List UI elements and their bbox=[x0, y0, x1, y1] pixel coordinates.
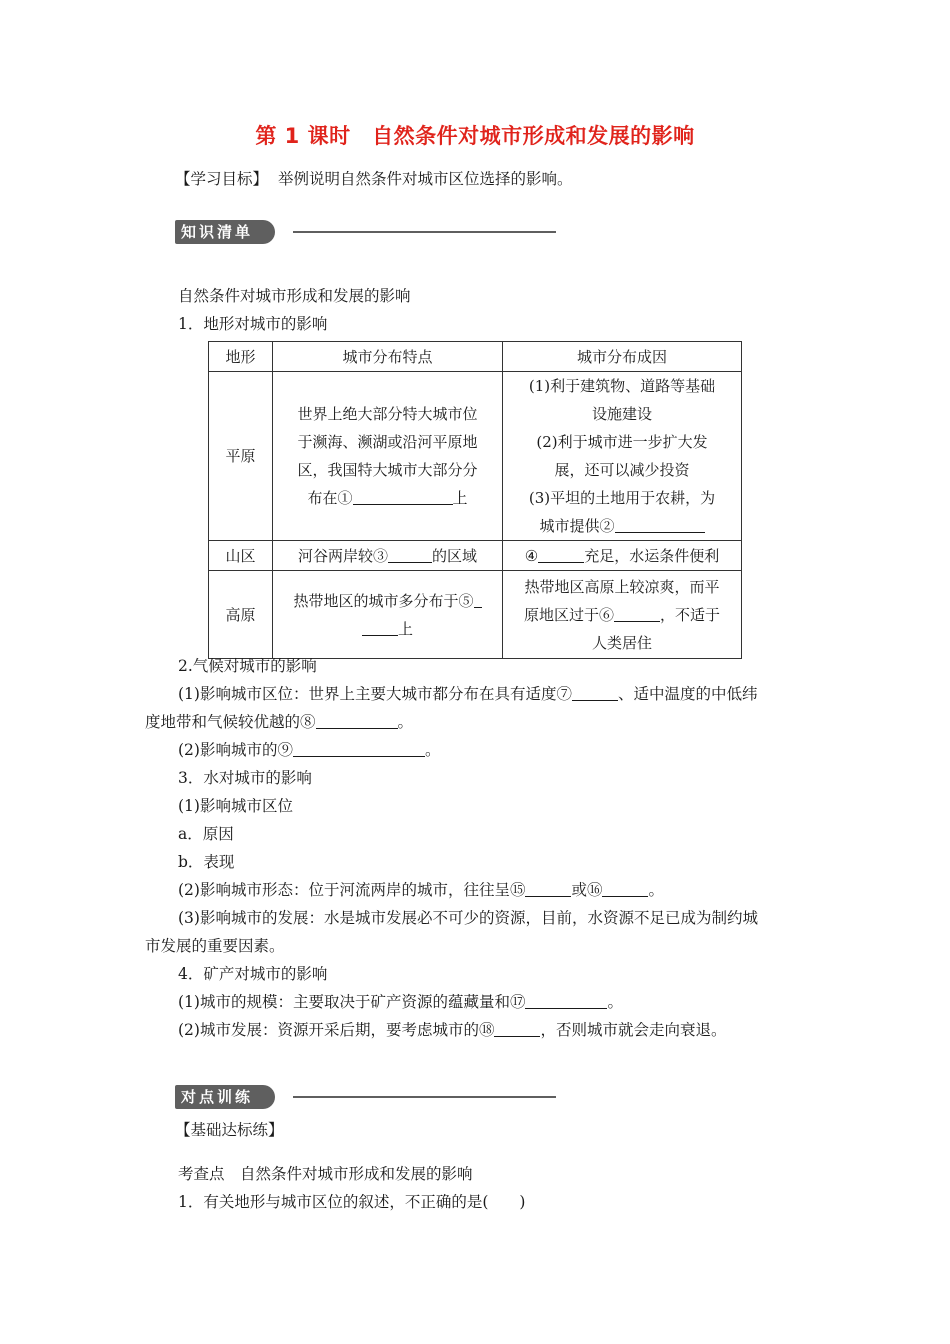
terrain-plateau: 高原 bbox=[209, 571, 273, 659]
answer-blank-8[interactable] bbox=[316, 712, 398, 729]
text-segment: ，否则城市就会走向衰退。 bbox=[540, 1021, 727, 1039]
answer-blank-9[interactable] bbox=[293, 740, 425, 757]
topic-heading: 自然条件对城市形成和发展的影响 bbox=[178, 287, 411, 305]
water-line-2: a．原因 bbox=[178, 825, 234, 843]
mineral-line-2 bbox=[178, 1016, 726, 1044]
answer-blank-5b[interactable] bbox=[362, 619, 398, 636]
basic-practice-label: 【基础达标练】 bbox=[175, 1121, 284, 1139]
question-1: 1．有关地形与城市区位的叙述，不正确的是( ) bbox=[178, 1193, 526, 1211]
cause-plateau bbox=[503, 571, 742, 659]
banner-divider bbox=[293, 231, 556, 233]
section-banner-practice bbox=[175, 1085, 560, 1111]
text-line: 区，我国特大城市大部分分 bbox=[297, 461, 478, 479]
text-line bbox=[507, 601, 737, 629]
text-segment: (2)影响城市的⑨ bbox=[178, 741, 293, 759]
text-line bbox=[277, 484, 498, 512]
text-segment: 。 bbox=[424, 741, 441, 759]
answer-blank-1[interactable] bbox=[353, 488, 453, 505]
cause-mountain bbox=[503, 541, 742, 571]
text-line: (2)利于城市进一步扩大发 bbox=[536, 433, 708, 451]
terrain-mountain: 山区 bbox=[209, 541, 273, 571]
answer-blank-3[interactable] bbox=[388, 546, 432, 563]
terrain-heading: 1．地形对城市的影响 bbox=[178, 315, 328, 333]
table-row-mountain bbox=[209, 541, 742, 571]
blank-label-3: 河谷两岸较③ bbox=[297, 546, 388, 565]
answer-blank-2[interactable] bbox=[615, 516, 705, 533]
table-header-row bbox=[209, 342, 742, 372]
feature-plateau bbox=[273, 571, 503, 659]
banner-label: 对点训练 bbox=[175, 1085, 275, 1109]
text-segment: 。 bbox=[397, 713, 414, 731]
feature-mountain bbox=[273, 541, 503, 571]
text-line: 于濒海、濒湖或沿河平原地 bbox=[297, 433, 478, 451]
learning-objective bbox=[175, 165, 573, 193]
text-segment: 、适中温度的中低纬 bbox=[617, 685, 758, 703]
text-tail: 上 bbox=[452, 489, 468, 507]
section-banner-knowledge bbox=[175, 220, 560, 246]
text-line: 人类居住 bbox=[591, 633, 652, 652]
header-feature: 城市分布特点 bbox=[273, 342, 503, 372]
answer-blank-5a[interactable] bbox=[474, 591, 482, 608]
answer-blank-18[interactable] bbox=[494, 1020, 540, 1037]
text-segment: (1)影响城市区位：世界上主要大城市都分布在具有适度⑦ bbox=[178, 685, 572, 703]
text-line: 热带地区高原上较凉爽，而平 bbox=[524, 577, 720, 596]
water-heading: 3．水对城市的影响 bbox=[178, 769, 312, 787]
blank-label-5: 热带地区的城市多分布于⑤ bbox=[293, 591, 474, 610]
answer-blank-16[interactable] bbox=[602, 880, 648, 897]
answer-blank-17[interactable] bbox=[525, 992, 607, 1009]
checkpoint-heading: 考查点 自然条件对城市形成和发展的影响 bbox=[178, 1165, 473, 1183]
climate-heading: 2.气候对城市的影响 bbox=[178, 657, 317, 675]
text-line: 世界上绝大部分特大城市位 bbox=[297, 405, 478, 423]
objective-label: 【学习目标】 bbox=[175, 170, 269, 188]
blank-label-6: 原地区过于⑥ bbox=[523, 605, 614, 624]
water-line-4 bbox=[178, 876, 664, 904]
text-segment: 或⑯ bbox=[571, 881, 603, 899]
banner-label: 知识清单 bbox=[175, 220, 275, 244]
answer-blank-15[interactable] bbox=[525, 880, 571, 897]
answer-blank-6[interactable] bbox=[614, 605, 660, 622]
climate-line-3 bbox=[178, 736, 440, 764]
answer-blank-7[interactable] bbox=[572, 684, 618, 701]
water-line-3: b．表现 bbox=[178, 853, 235, 871]
objective-text: 举例说明自然条件对城市区位选择的影响。 bbox=[278, 170, 573, 188]
text-tail: 充足，水运条件便利 bbox=[584, 546, 720, 565]
answer-blank-4[interactable] bbox=[538, 546, 584, 563]
text-line bbox=[507, 512, 737, 540]
text-segment: (2)城市发展：资源开采后期，要考虑城市的⑱ bbox=[178, 1021, 495, 1039]
text-line bbox=[277, 587, 498, 615]
water-line-1: (1)影响城市区位 bbox=[178, 797, 293, 815]
text-tail: ，不适于 bbox=[660, 605, 721, 624]
table-row-plateau bbox=[209, 571, 742, 659]
mineral-line-1 bbox=[178, 988, 623, 1016]
page-title: 第 1 课时 自然条件对城市形成和发展的影响 bbox=[255, 124, 695, 148]
text-line: 设施建设 bbox=[591, 405, 652, 423]
table-row-plain bbox=[209, 372, 742, 541]
banner-divider bbox=[293, 1096, 556, 1098]
text-segment: (1)城市的规模：主要取决于矿产资源的蕴藏量和⑰ bbox=[178, 993, 526, 1011]
text-tail: 上 bbox=[397, 619, 413, 638]
header-terrain: 地形 bbox=[209, 342, 273, 372]
mineral-heading: 4．矿产对城市的影响 bbox=[178, 965, 328, 983]
header-cause: 城市分布成因 bbox=[503, 342, 742, 372]
text-tail: 的区域 bbox=[432, 546, 478, 565]
water-line-6: 市发展的重要因素。 bbox=[145, 937, 285, 955]
text-segment: (2)影响城市形态：位于河流两岸的城市，往往呈⑮ bbox=[178, 881, 526, 899]
text-segment: 。 bbox=[607, 993, 623, 1011]
feature-plain bbox=[273, 372, 503, 541]
blank-label-2: 城市提供② bbox=[539, 517, 615, 535]
bullet-dot-icon bbox=[275, 226, 287, 238]
climate-line-1 bbox=[178, 680, 757, 708]
water-line-5: (3)影响城市的发展：水是城市发展必不可少的资源，目前，水资源不足已成为制约城 bbox=[178, 909, 758, 927]
terrain-plain: 平原 bbox=[209, 372, 273, 541]
cause-plain bbox=[503, 372, 742, 541]
blank-label-4: ④ bbox=[524, 546, 539, 565]
blank-label-1: 布在① bbox=[307, 489, 353, 507]
climate-line-2 bbox=[145, 708, 413, 736]
terrain-table bbox=[208, 341, 742, 659]
text-line: 展，还可以减少投资 bbox=[554, 461, 690, 479]
text-line bbox=[277, 615, 498, 643]
bullet-dot-icon bbox=[275, 1091, 287, 1103]
text-line: (3)平坦的土地用于农耕，为 bbox=[528, 489, 716, 507]
text-segment: 。 bbox=[648, 881, 664, 899]
text-segment: 度地带和气候较优越的⑧ bbox=[145, 713, 316, 731]
text-line: (1)利于建筑物、道路等基础 bbox=[528, 377, 716, 395]
